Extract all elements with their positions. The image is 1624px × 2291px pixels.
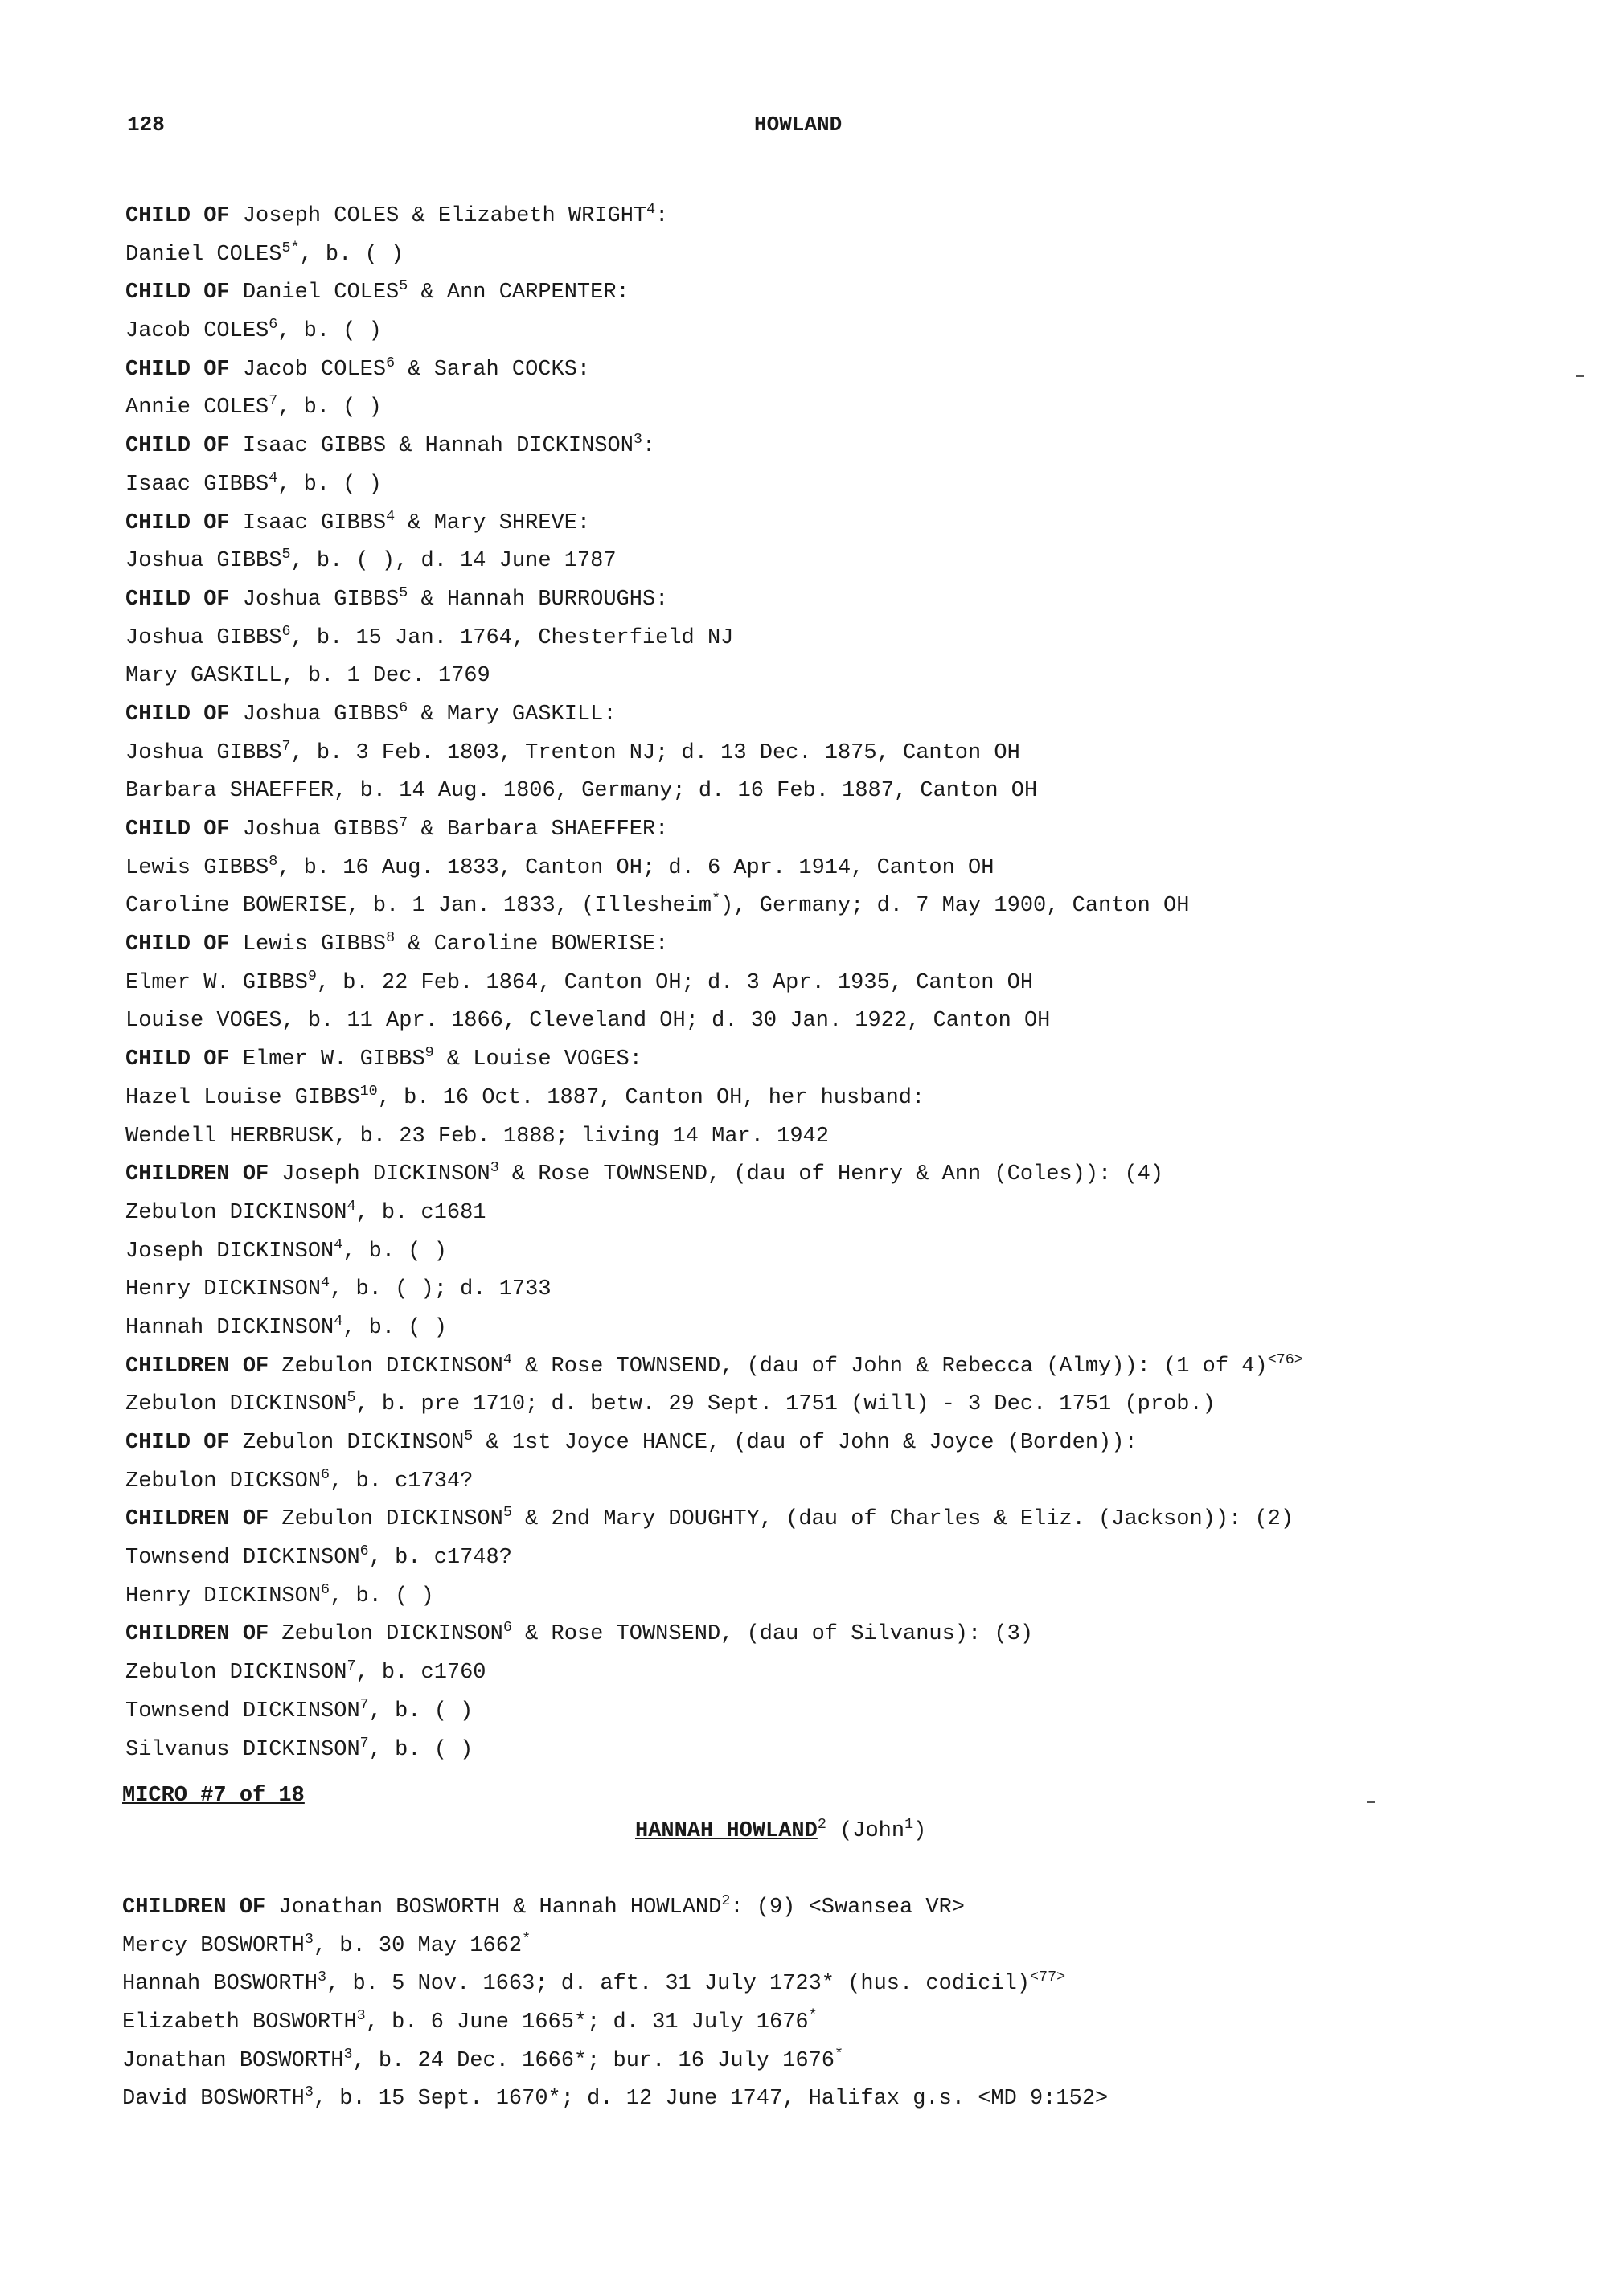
family-heading xyxy=(125,274,1573,313)
family-heading xyxy=(125,1616,1573,1654)
entry-after: & Ann CARPENTER: xyxy=(408,281,630,305)
family-heading xyxy=(125,581,1573,620)
entry-sup: 3 xyxy=(633,431,642,449)
entry-after: , b. ( ) xyxy=(277,319,382,344)
entry-sup: * xyxy=(712,891,721,908)
person-entry xyxy=(125,1654,1573,1693)
person-entry xyxy=(125,1386,1573,1424)
person-entry xyxy=(125,1309,1573,1348)
person-entry xyxy=(125,1732,1573,1770)
section-parent-generation: 1 xyxy=(904,1815,914,1833)
family-heading xyxy=(125,1348,1573,1387)
section-parent: (John xyxy=(826,1819,905,1843)
entry-sup: 9 xyxy=(307,967,317,985)
family-heading xyxy=(125,696,1573,735)
person-entry xyxy=(125,1118,1573,1157)
running-head: HOWLAND xyxy=(754,113,843,137)
family-heading xyxy=(125,1041,1573,1080)
entry-after: , b. 30 May 1662 xyxy=(313,1933,523,1958)
entry-after: , b. ( ) xyxy=(277,472,382,497)
person-entry xyxy=(125,389,1573,428)
entry-after: , b. 24 Dec. 1666*; bur. 16 July 1676 xyxy=(352,2048,835,2073)
entry-text: Mercy BOSWORTH xyxy=(122,1933,305,1958)
entry-sup: 4 xyxy=(334,1236,343,1253)
person-entry xyxy=(122,2043,1569,2081)
entry-tag: CHILD OF xyxy=(125,510,230,535)
entry-sup: 3 xyxy=(304,1930,314,1948)
entry-after: , b. c1681 xyxy=(355,1200,486,1225)
family-heading xyxy=(125,811,1573,850)
person-entry xyxy=(125,313,1573,351)
entry-text: Zebulon DICKINSON xyxy=(269,1354,503,1379)
entry-text: Joshua GIBBS xyxy=(229,702,400,727)
entry-text: Joshua GIBBS xyxy=(125,625,282,650)
entry-text: Isaac GIBBS xyxy=(125,472,269,497)
entry-text: Joshua GIBBS xyxy=(229,818,400,842)
entry-after: , b. 3 Feb. 1803, Trenton NJ; d. 13 Dec. 1875, Canton OH xyxy=(290,740,1020,765)
section-title xyxy=(635,1812,926,1850)
entry-text: Daniel COLES xyxy=(229,281,400,305)
entry-text: Henry DICKINSON xyxy=(125,1584,322,1609)
entry-after: , b. ( ), d. 14 June 1787 xyxy=(290,549,617,574)
entry-sup: 4 xyxy=(646,200,656,218)
family-heading xyxy=(122,1889,1569,1928)
family-heading xyxy=(125,428,1573,466)
entry-sup: 6 xyxy=(359,1542,369,1559)
entry-after: , b. 16 Oct. 1887, Canton OH, her husband: xyxy=(377,1085,925,1110)
entry-after: , b. 15 Sept. 1670*; d. 12 June 1747, Halifax g.s. <MD 9:152> xyxy=(313,2087,1109,2112)
entry-text: Hannah DICKINSON xyxy=(125,1315,334,1340)
entry-sup: 3 xyxy=(343,2045,353,2063)
entry-text: Joshua GIBBS xyxy=(125,740,282,765)
entry-after: & Hannah BURROUGHS: xyxy=(408,587,669,612)
section-name: HANNAH HOWLAND xyxy=(635,1819,818,1843)
family-heading xyxy=(125,1156,1573,1195)
entry-text: Jonathan BOSWORTH xyxy=(122,2048,344,2073)
entry-sup: 7 xyxy=(347,1658,356,1675)
entry-sup: 6 xyxy=(386,354,396,371)
entry-after: & Barbara SHAEFFER: xyxy=(408,818,669,842)
person-entry xyxy=(122,1928,1569,1966)
entry-sup: 6 xyxy=(502,1619,512,1637)
entry-sup: 7 xyxy=(269,392,278,410)
page-header xyxy=(127,113,1486,145)
family-heading xyxy=(125,198,1573,236)
entry-after: , b. 15 Jan. 1764, Chesterfield NJ xyxy=(290,625,734,650)
entry-after: , b. 6 June 1665*; d. 31 July 1676 xyxy=(365,2010,809,2035)
person-entry xyxy=(125,1080,1573,1118)
entry-text: Zebulon DICKINSON xyxy=(229,1431,465,1455)
person-entry xyxy=(125,543,1573,581)
entry-sup: 9 xyxy=(424,1044,434,1062)
entry-text: Zebulon DICKINSON xyxy=(125,1392,347,1417)
entry-sup: 3 xyxy=(490,1159,499,1177)
entry-sup: 2 xyxy=(721,1891,731,1909)
person-entry xyxy=(125,965,1573,1003)
entry-text: Zebulon DICKINSON xyxy=(269,1622,503,1647)
entry-after: , b. ( ) xyxy=(342,1239,447,1264)
entry-sup: 6 xyxy=(321,1465,330,1483)
entry-after: : (9) <Swansea VR> xyxy=(730,1896,966,1920)
entry-text: Barbara SHAEFFER, b. 14 Aug. 1806, Germany; d. 16 Feb. 1887, Canton OH xyxy=(125,779,1038,804)
section-name-generation: 2 xyxy=(817,1815,826,1833)
entry-after: & 1st Joyce HANCE, (dau of John & Joyce (Borden)): xyxy=(473,1431,1138,1455)
entry-after: & Mary SHREVE: xyxy=(395,510,591,535)
entry-text: Isaac GIBBS & Hannah DICKINSON xyxy=(229,434,634,459)
entry-sup: 7 xyxy=(359,1695,369,1713)
person-entry xyxy=(125,1578,1573,1617)
entry-tag: CHILD OF xyxy=(125,1431,230,1455)
entry-sup: 7 xyxy=(399,814,408,831)
entry-text: Townsend DICKINSON xyxy=(125,1699,360,1723)
entry-after: , b. ( ) xyxy=(368,1699,474,1723)
person-entry xyxy=(125,236,1573,275)
entry-text: Isaac GIBBS xyxy=(229,510,387,535)
entry-tag: CHILD OF xyxy=(125,818,230,842)
entry-after: , b. ( ) xyxy=(342,1315,447,1340)
entry-sup: 6 xyxy=(281,622,291,640)
entry-text: Zebulon DICKSON xyxy=(125,1469,322,1494)
entry-sup: 4 xyxy=(502,1350,512,1368)
entry-tag: CHILDREN OF xyxy=(122,1896,266,1920)
entry-after: , b. c1748? xyxy=(368,1546,512,1571)
entry-sup2: * xyxy=(522,1930,531,1948)
entry-text: Elmer W. GIBBS xyxy=(229,1047,425,1072)
micro-reference: MICRO #7 of 18 xyxy=(122,1784,305,1808)
family-heading xyxy=(125,505,1573,543)
entry-sup2: * xyxy=(834,2045,844,2063)
entry-sup: 3 xyxy=(304,2084,314,2101)
entry-after: , b. ( ) xyxy=(368,1737,474,1762)
entry-sup: 5 xyxy=(399,584,408,601)
person-entry xyxy=(125,466,1573,505)
entry-sup: 6 xyxy=(399,699,408,716)
family-heading xyxy=(125,351,1573,390)
entry-sup: 7 xyxy=(281,737,291,755)
entry-text: Silvanus DICKINSON xyxy=(125,1737,360,1762)
entry-tag: CHILD OF xyxy=(125,281,230,305)
entry-sup: 4 xyxy=(269,469,278,486)
entry-text: Townsend DICKINSON xyxy=(125,1546,360,1571)
person-entry xyxy=(122,2080,1569,2119)
entry-text: Zebulon DICKINSON xyxy=(125,1661,347,1686)
person-entry xyxy=(125,1233,1573,1272)
section-close: ) xyxy=(913,1819,927,1843)
entry-after: & 2nd Mary DOUGHTY, (dau of Charles & Eliz. (Jackson)): (2) xyxy=(511,1507,1294,1532)
entry-tag: CHILD OF xyxy=(125,434,230,459)
entry-after: & Rose TOWNSEND, (dau of Henry & Ann (Coles)): (4) xyxy=(498,1162,1164,1187)
entry-text: Joshua GIBBS xyxy=(125,549,282,574)
entry-sup: 5 xyxy=(399,277,408,295)
person-entry xyxy=(125,773,1573,811)
entry-sup2: * xyxy=(808,2006,818,2024)
entry-after: , b. ( ) xyxy=(299,242,404,267)
entry-tag: CHILD OF xyxy=(125,357,230,382)
entry-text: Joseph DICKINSON xyxy=(269,1162,490,1187)
entry-sup: 5 xyxy=(347,1389,356,1407)
entry-text: Caroline BOWERISE, b. 1 Jan. 1833, (Illesheim xyxy=(125,894,712,919)
entry-tag: CHILDREN OF xyxy=(125,1507,269,1532)
entry-text: Zebulon DICKINSON xyxy=(269,1507,503,1532)
scan-mark xyxy=(1367,1801,1375,1803)
entry-text: Elmer W. GIBBS xyxy=(125,970,308,995)
entry-tag: CHILD OF xyxy=(125,1047,230,1072)
entry-sup: 5 xyxy=(464,1427,474,1445)
person-entry xyxy=(122,2004,1569,2043)
entry-sup: 8 xyxy=(269,852,278,870)
entry-after: & Rose TOWNSEND, (dau of Silvanus): (3) xyxy=(511,1622,1034,1647)
entry-after: & Louise VOGES: xyxy=(433,1047,642,1072)
entry-after: & Sarah COCKS: xyxy=(395,357,591,382)
entry-tag: CHILD OF xyxy=(125,587,230,612)
entry-text: Annie COLES xyxy=(125,395,269,420)
entry-after: , b. ( ); d. 1733 xyxy=(330,1277,552,1302)
entry-sup2: <76> xyxy=(1267,1350,1303,1368)
entry-text: Jacob COLES xyxy=(125,319,269,344)
entry-sup: 4 xyxy=(386,507,396,525)
entry-sup: 4 xyxy=(347,1197,356,1215)
family-heading xyxy=(125,1501,1573,1539)
page-number: 128 xyxy=(127,113,165,137)
entry-text: Joseph COLES & Elizabeth WRIGHT xyxy=(229,204,647,228)
entry-text: Zebulon DICKINSON xyxy=(125,1200,347,1225)
person-entry xyxy=(125,887,1573,926)
entry-text: Joseph DICKINSON xyxy=(125,1239,334,1264)
entry-sup: 3 xyxy=(318,1969,327,1986)
entry-sup: 5 xyxy=(502,1504,512,1522)
entry-sup: 10 xyxy=(359,1082,378,1100)
person-entry xyxy=(122,1965,1569,2004)
person-entry xyxy=(125,1693,1573,1732)
entry-text: Mary GASKILL, b. 1 Dec. 1769 xyxy=(125,664,490,689)
entry-tag: CHILDREN OF xyxy=(125,1162,269,1187)
entry-text: Jonathan BOSWORTH & Hannah HOWLAND xyxy=(265,1896,722,1920)
entry-text: Lewis GIBBS xyxy=(229,932,387,957)
family-heading xyxy=(125,1424,1573,1463)
entry-text: Lewis GIBBS xyxy=(125,855,269,880)
person-entry xyxy=(125,658,1573,696)
entry-after: , b. ( ) xyxy=(277,395,382,420)
entry-sup: 6 xyxy=(321,1580,330,1598)
entry-after: , b. c1734? xyxy=(330,1469,474,1494)
entry-text: Louise VOGES, b. 11 Apr. 1866, Cleveland OH; d. 30 Jan. 1922, Canton OH xyxy=(125,1009,1051,1034)
entry-sup: 5* xyxy=(281,239,300,256)
entry-after: & Rose TOWNSEND, (dau of John & Rebecca (Almy)): (1 of 4) xyxy=(511,1354,1268,1379)
entry-sup: 7 xyxy=(359,1734,369,1752)
person-entry xyxy=(125,1002,1573,1041)
entry-text: Henry DICKINSON xyxy=(125,1277,322,1302)
person-entry xyxy=(125,620,1573,658)
entry-sup: 4 xyxy=(334,1312,343,1330)
genealogy-entries-section-2 xyxy=(122,1889,1569,2119)
entry-after: & Mary GASKILL: xyxy=(408,702,617,727)
entry-text: David BOSWORTH xyxy=(122,2087,305,2112)
person-entry xyxy=(125,1539,1573,1578)
entry-sup: 4 xyxy=(321,1274,330,1292)
person-entry xyxy=(125,1271,1573,1309)
person-entry xyxy=(125,1195,1573,1233)
entry-sup2: <77> xyxy=(1030,1969,1066,1986)
person-entry xyxy=(125,850,1573,888)
entry-after: , b. c1760 xyxy=(355,1661,486,1686)
entry-text: Wendell HERBRUSK, b. 23 Feb. 1888; living 14 Mar. 1942 xyxy=(125,1124,829,1149)
entry-text: Joshua GIBBS xyxy=(229,587,400,612)
entry-after: , b. 22 Feb. 1864, Canton OH; d. 3 Apr. 1935, Canton OH xyxy=(316,970,1034,995)
entry-text: Jacob COLES xyxy=(229,357,387,382)
entry-after: : xyxy=(642,434,656,459)
entry-tag: CHILDREN OF xyxy=(125,1354,269,1379)
person-entry xyxy=(125,1463,1573,1502)
entry-after: , b. ( ) xyxy=(330,1584,434,1609)
entry-text: Hannah BOSWORTH xyxy=(122,1972,318,1997)
entry-after: & Caroline BOWERISE: xyxy=(395,932,669,957)
entry-text: Daniel COLES xyxy=(125,242,282,267)
entry-after: , b. pre 1710; d. betw. 29 Sept. 1751 (will) - 3 Dec. 1751 (prob.) xyxy=(355,1392,1216,1417)
person-entry xyxy=(125,735,1573,773)
entry-sup: 3 xyxy=(356,2006,366,2024)
entry-sup: 6 xyxy=(269,315,278,333)
entry-tag: CHILD OF xyxy=(125,932,230,957)
entry-sup: 5 xyxy=(281,546,291,564)
entry-tag: CHILDREN OF xyxy=(125,1622,269,1647)
entry-after: , b. 5 Nov. 1663; d. aft. 31 July 1723* (hus. codicil) xyxy=(326,1972,1031,1997)
scan-mark xyxy=(1576,375,1584,377)
entry-text: Elizabeth BOSWORTH xyxy=(122,2010,357,2035)
entry-text: Hazel Louise GIBBS xyxy=(125,1085,360,1110)
entry-after: ), Germany; d. 7 May 1900, Canton OH xyxy=(720,894,1190,919)
entry-after: , b. 16 Aug. 1833, Canton OH; d. 6 Apr. 1914, Canton OH xyxy=(277,855,994,880)
entry-tag: CHILD OF xyxy=(125,204,230,228)
genealogy-entries xyxy=(125,198,1573,1769)
entry-after: : xyxy=(655,204,669,228)
entry-sup: 8 xyxy=(386,928,396,946)
entry-tag: CHILD OF xyxy=(125,702,230,727)
family-heading xyxy=(125,926,1573,965)
